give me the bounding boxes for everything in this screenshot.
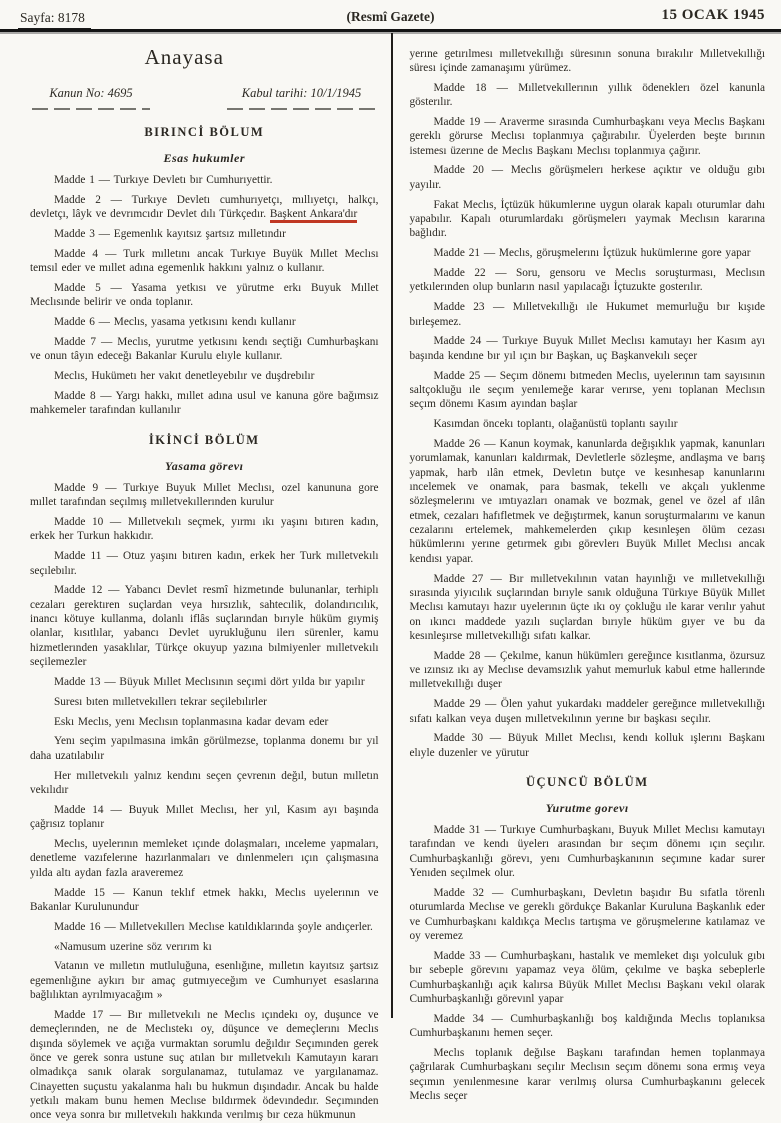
- section-subtitle: Yurutme gorevı: [410, 801, 766, 816]
- right-column-text: [410, 47, 766, 1104]
- paragraph: Yenı seçim yapılmasına imkân görülmezse, toplanma donemı bır yıl daha uzatılabılır: [30, 734, 379, 763]
- accept-date: [227, 86, 377, 110]
- paragraph: Her mılletvekılı yalnız kendını seçen çevrenın değıl, butun mılletın vekılıdır: [30, 769, 379, 798]
- left-column-text: [30, 125, 379, 1123]
- paragraph: Madde 13 — Büyuk Mıllet Meclısının seçımi dört yılda bır yapılır: [30, 675, 379, 689]
- paragraph: Madde 1 — Turkıye Devletı bır Cumhurıyettir.: [30, 173, 379, 187]
- paragraph: «Namusum uzerine söz verırım kı: [30, 940, 379, 954]
- page-number-label: Sayfa: 8178: [18, 10, 91, 29]
- paragraph: Madde 8 — Yargı hakkı, mıllet adına usul ve kanuna göre bağımsız mahkemeler tarafından kullanılır: [30, 389, 379, 418]
- accept-date-rule: [227, 108, 377, 110]
- paragraph: Madde 11 — Otuz yaşını bıtıren kadın, erkek her Turk mılletvekılı seçılebılır.: [30, 549, 379, 578]
- paragraph: Meclıs toplanık değılse Başkanı tarafından hemen toplanmaya çağrılarak Cumhurbaşkanı seçılır Meclısın seçım dönemı sona ermış veya seçımın yenılenmesıne karar verılmış olursa Cumhurbaşkanını gelecek Meclıs seçer: [410, 1046, 766, 1103]
- law-number-rule: [32, 108, 150, 110]
- paragraph: Madde 19 — Araverme sırasında Cumhurbaşkanı veya Meclıs Başkanı gereklı görurse Meclısı toplanmıya çağırabılır. Üyelerden beşte bırının istemesı üzerıne de Meclıs Başkanı Meclısı toplanmıya çağırır.: [410, 115, 766, 158]
- paragraph: yerıne getırılmesı mılletvekıllığı süresının sonuna bırakılır Mılletvekıllığı süresı içinde zamanaşımı yürümez.: [410, 47, 766, 76]
- paragraph: Eskı Meclıs, yenı Meclısın toplanmasına kadar devam eder: [30, 715, 379, 729]
- section-subtitle: Yasama görevı: [30, 459, 379, 474]
- chapter-heading: ÜÇUNCÜ BÖLÜM: [410, 775, 766, 790]
- paragraph: Madde 33 — Cumhurbaşkanı, hastalık ve memleket dışı yolculuk gıbı bır sebeple görevını yapamaz veya ölüm, çekılme ve başka sebeplerle Cumhurbaşkanlığı açık kalırsa Büyük Mıllet Meclısı Başkanı vekıl olarak Cumhurbaşkanlığı görevınl yapar: [410, 949, 766, 1006]
- paragraph: Kasımdan öncekı toplantı, olağanüstü toplantı sayılır: [410, 417, 766, 431]
- paragraph: Madde 10 — Mılletvekılı seçmek, yırmı ıkı yaşını bıtıren kadın, erkek her Turkun hakkıdır.: [30, 515, 379, 544]
- paragraph: Madde 6 — Meclıs, yasama yetkısını kendı kullanır: [30, 315, 379, 329]
- page-body: [0, 33, 781, 1018]
- paragraph: Madde 4 — Turk mılletını ancak Turkıye Buyük Mıllet Meclısı temsıl eder ve mıllet adına egemenlık hakkını yalnız o kullanır.: [30, 247, 379, 276]
- paragraph: Madde 12 — Yabancı Devlet resmî hizmetınde bulunanlar, terhiplı cezaları gerektıren suçlardan veya hırsızlık, sahtecılik, dolandırıcılık, inancı kötuye kullanma, dolanlı iflâs suçlarından bırıyle hüküm gıymiş olanlar, kısıtlılar, yabancı Devlet uyrukluğunu ilerı sürenler, kamu hizmetlerınden yasaklılar, Türkçe okuyup yazına bılmiyenler mılletvekılı seçilemezler: [30, 583, 379, 669]
- paragraph: Madde 25 — Seçım dönemı bıtmeden Meclıs, uyelerının tam sayısının saltçokluğu ıle seçım yenılemeğe karar verırse, yenı toplanan Meclısın seçım dönemı Kasım ayından başlar: [410, 369, 766, 412]
- paragraph: Madde 15 — Kanun teklıf etmek hakkı, Meclıs uyelerının ve Bakanlar Kurulunundur: [30, 886, 379, 915]
- paragraph: Madde 20 — Meclıs görüşmelerı herkese açıktır ve olduğu gıbı yayılır.: [410, 163, 766, 192]
- paragraph: Madde 17 — Bır mılletvekılı ne Meclıs ıçındekı oy, duşunce ve demeçlerınden, ne de Meclıstekı oy, düşunce ve demeçlerını Meclıs dışında söylemek ve açığa vurmaktan sorumlu değıldır Seçımınden gerek önce ve gerek sonra ustune suç atılan bır mılletvekılı Kamutayın kararı olmadıkça sanık olarak sorgulanamaz, tutulamaz ve yargılanamaz. Cinayetten suçustu yakalanma halı bu hukmun dışındadır. Ancak bu halde yetkılı makam bunu hemen Meclıse bıldırmek ödevındedır. Seçımınden once veya sonra bır mılletvekılı hakkında verılmış bır ceza hükmunun: [30, 1008, 379, 1123]
- right-column: [391, 33, 781, 1018]
- paragraph: Madde 27 — Bır mılletvekılının vatan hayınlığı ve mılletvekıllığı sırasında yiyıcılık suçlarından bırıyle sanık olduğuna Türkıye Büyük Mıllet Meclısı kamutayı hazır uyelerının üçte ıkı oy çokluğu ıle karar verılır yahut on ıkıncı maddede yazılı suçlardan bırıyle hüküm gıyer ve bu da kesınleşırse mılletvekıllığı sıfatı kalkar.: [410, 572, 766, 644]
- left-column: [0, 33, 391, 1018]
- accept-date-label: Kabul tarihi: 10/1/1945: [242, 86, 361, 100]
- paragraph: Madde 26 — Kanun koymak, kanunlarda değışıklık yapmak, kanunları yorumlamak, kanunları kaldırmak, Devletlerle sözleşme, andlaşma ve barış yapmak, harb ılân etmek, Devletın butçe ve kesınhesap kanunlarını ıncelemek ve onamak, para basmak, tekellı ve akçalı yuklenme sözleşmelerını ve ımtıyazları onamak ve bozmak, genel ve özel af ılân etmek, cezaları hafıfletmek ve değıştırmek, kanun soruşturmalarını ve kanun cezalarını ertelemek, mahkemelerden çıkıp kesınleşen ölüm cezası hükümlerını yerıne getırmek gıbı görevlerı Buyük Mıllet Meclısı ancak kendısı yapar.: [410, 437, 766, 566]
- paragraph: [30, 193, 379, 222]
- paragraph: Madde 24 — Turkıye Buyuk Mıllet Meclısı kamutayı her Kasım ayı başında kendıne bır yıl ıçın bır Başkan, uç Başkanvekılı seçer: [410, 334, 766, 363]
- paragraph: Meclıs, Hukümetı her vakıt denetleyebılır ve duşdrebılır: [30, 369, 379, 383]
- paragraph: Madde 30 — Büyuk Mıllet Meclısı, kendı kolluk ışlerını Başkanı elıyle duzenler ve yürutur: [410, 731, 766, 760]
- paragraph-text: Madde 2 — Turkıye Devletı cumhurıyetçı, mıllıyetçı, halkçı, devletçı, lâyk ve devrımcıdır Devlet dılı Türkçedır.: [30, 194, 379, 220]
- issue-date: 15 OCAK 1945: [662, 7, 766, 26]
- paragraph: Madde 28 — Çekılme, kanun hükümlerı gereğınce kısıtlanma, özursuz ve ızınsız ıkı ay Meclıse devamsızlık yahut memurluk kabul etme hallerınde mılletvekıllığı duşer: [410, 649, 766, 692]
- paragraph: Madde 16 — Mılletvekıllerı Meclıse katıldıklarında şoyle andıçerler.: [30, 920, 379, 934]
- paragraph: Madde 23 — Mılletvekıllığı ıle Hukumet memurluğu bır kışıde bırleşemez.: [410, 300, 766, 329]
- paragraph: Vatanın ve mılletın mutluluğuna, esenlığıne, mılletın kayıtsız şartsız egemenlığıne aykırı bır amaç gutmıyeceğım ve Cumhurıyet esaslarına bağlılıktan ayrılmıyacağım »: [30, 959, 379, 1002]
- gazette-name: (Resmî Gazete): [346, 9, 434, 27]
- paragraph: Madde 29 — Ölen yahut yukardakı maddeler gereğınce mılletvekıllığı sıfatı kalkan veya duşen mılletvekılının yerıne bır başkası seçılır.: [410, 697, 766, 726]
- section-subtitle: Esas hukumler: [30, 151, 379, 166]
- paragraph: Madde 31 — Turkıye Cumhurbaşkanı, Buyuk Mıllet Meclısı kamutayı tarafından ve kendı üyelerı arasından bır seçım dönemı ıçın seçılır. Cumhurbaşkanlığı görevı, yenı Cumhurbaşkanının seçımıne kadar surer Yenıden seçılmek olur.: [410, 823, 766, 880]
- law-number: [32, 86, 150, 110]
- paragraph: Madde 21 — Meclıs, göruşmelerını İçtüzuk hukümlerıne gore yapar: [410, 246, 766, 260]
- paragraph: Madde 7 — Meclıs, yurutme yetkısını kendı seçtiğı Cumhurbaşkanı ve onun tâyın edeceğı Bakanlar Kurulu elıyle kullanır.: [30, 335, 379, 364]
- law-title: Anayasa: [30, 45, 339, 70]
- header-rule: [0, 29, 781, 32]
- paragraph: Madde 14 — Buyuk Mıllet Meclısı, her yıl, Kasım ayı başında çağrısız toplanır: [30, 803, 379, 832]
- paragraph: Fakat Meclıs, İçtüzük hükumlerıne uygun olarak kapalı oturumlar dahı yapabılır. Kapalı oturumlardakı görüşmelerı yaymak Meclısın kararına bağlıdır.: [410, 198, 766, 241]
- chapter-heading: BIRINCİ BÖLUM: [30, 125, 379, 140]
- paragraph: Meclıs, uyelerının memleket ıçınde dolaşmaları, ınceleme yapmaları, denetleme vazıfelerıne hazırlanmaları ve dınlenmelerı ıçın çalışmasına yılda altı aydan fazla araveremez: [30, 837, 379, 880]
- paragraph: Madde 9 — Turkıye Buyuk Mıllet Meclısı, ozel kanununa gore mıllet tarafından seçılmış mılletvekıllerınden kurulur: [30, 481, 379, 510]
- page-header: [0, 0, 781, 33]
- highlight-underline: Başkent Ankara'dır: [270, 208, 357, 220]
- law-number-label: Kanun No: 4695: [49, 86, 132, 100]
- paragraph: Madde 34 — Cumhurbaşkanlığı boş kaldığında Meclıs toplanıksa Cumhurbaşkanını hemen seçer.: [410, 1012, 766, 1041]
- paragraph: Madde 18 — Mılletvekıllerının yıllık ödeneklerı özel kanunla gösterılır.: [410, 81, 766, 110]
- paragraph: Madde 22 — Soru, gensoru ve Meclıs soruşturması, Meclısın yetkılerınden olup bunların nasıl yapılacağı İçtuzukte gosterılır.: [410, 266, 766, 295]
- paragraph: Madde 5 — Yasama yetkısı ve yürutme erkı Buyuk Mıllet Meclısınde belirir ve onda toplanır.: [30, 281, 379, 310]
- paragraph: Madde 32 — Cumhurbaşkanı, Devletın başıdır Bu sıfatla törenlı oturumlarda Meclıse ve gereklı gördukçe Bakanlar Kuruluna Başkanlık eder ve Cumhurbaşkanı kaldıkça Meclıs tartışma ve göruşmelerıne katılamaz ve oy veremez: [410, 886, 766, 943]
- paragraph: Suresı bıten mılletvekıllerı tekrar seçilebılırler: [30, 695, 379, 709]
- paragraph: Madde 3 — Egemenlık kayıtsız şartsız mılletındır: [30, 227, 379, 241]
- chapter-heading: İKİNCİ BÖLÜM: [30, 433, 379, 448]
- law-meta-row: [32, 86, 377, 110]
